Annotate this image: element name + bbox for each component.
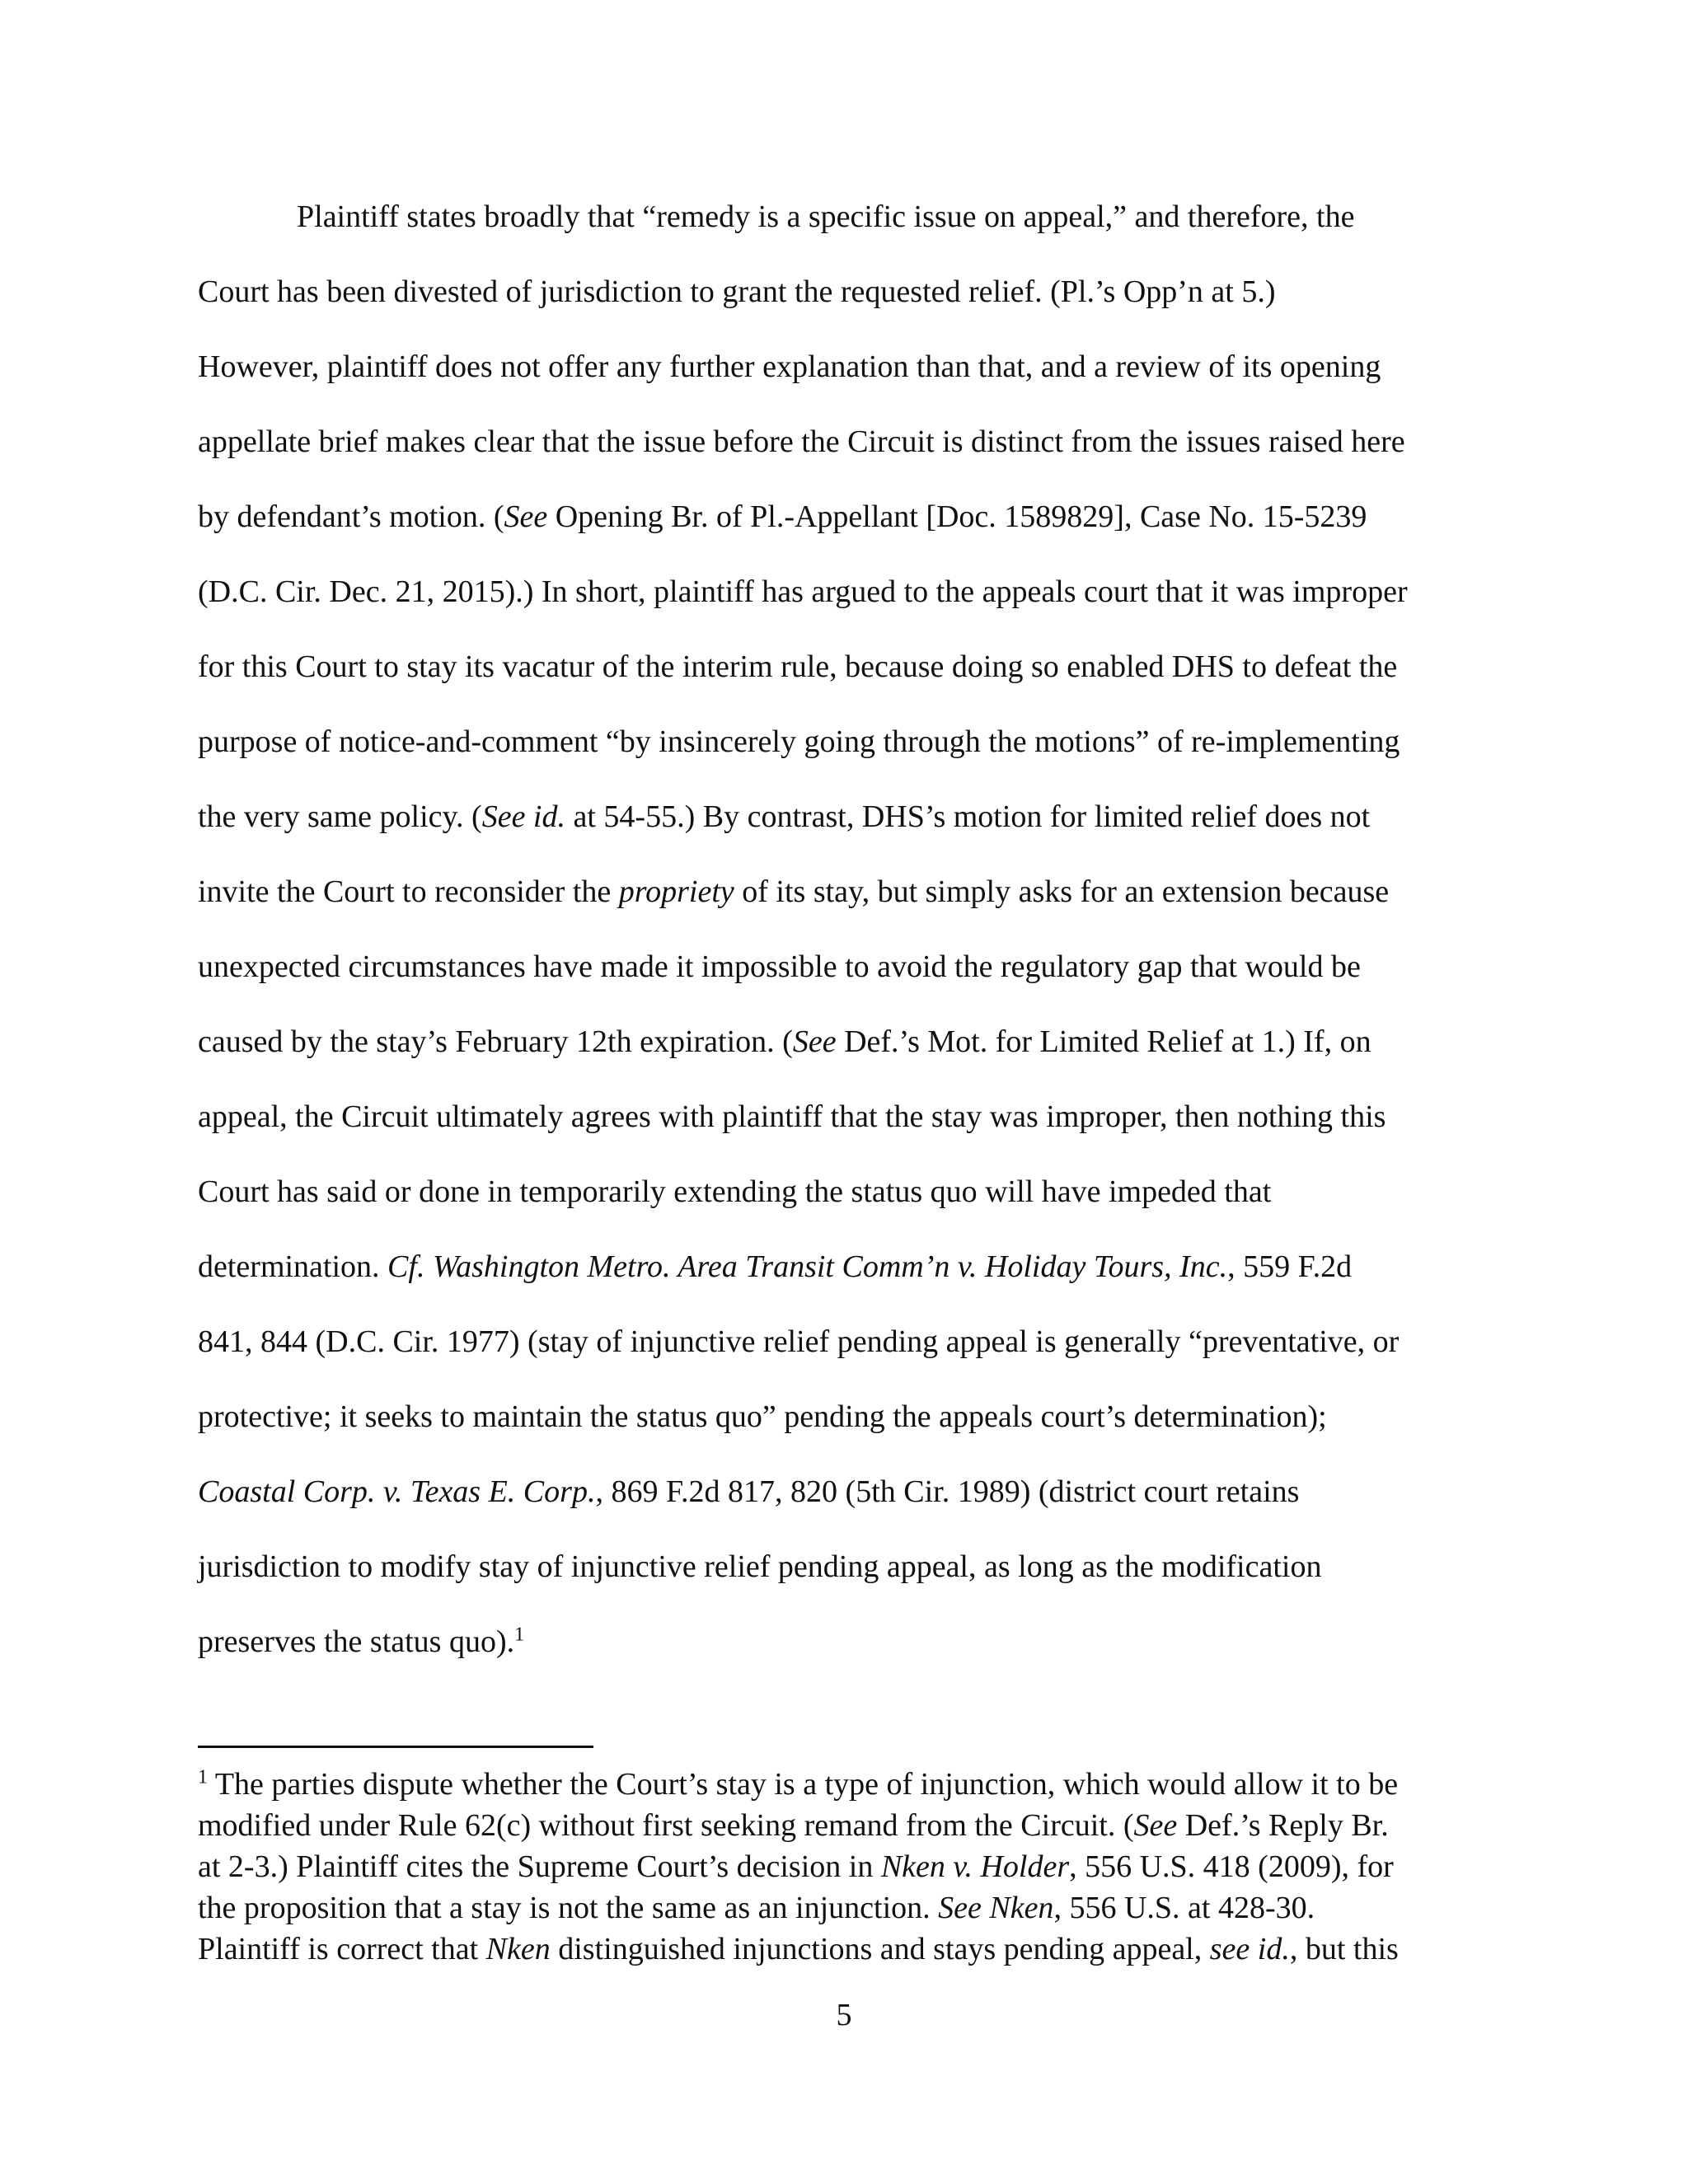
footnote-line: Plaintiff is correct that Nken distinguished injunctions and stays pending appeal, see id., but this <box>198 1932 1399 1966</box>
footnote-reference[interactable]: 1 <box>514 1624 525 1646</box>
body-line: Court has been divested of jurisdiction to grant the requested relief. (Pl.’s Opp’n at 5.) <box>198 274 1276 309</box>
footnote-line: $^1$ The parties dispute whether the Court’s stay is a type of injunction, which would allow it to be <box>198 1766 1399 1802</box>
footnote-line: at 2-3.) Plaintiff cites the Supreme Court’s decision in Nken v. Holder, 556 U.S. 418 (2009), for <box>198 1849 1394 1884</box>
body-line: (D.C. Cir. Dec. 21, 2015).) In short, plaintiff has argued to the appeals court that it was improper <box>198 574 1408 609</box>
body-line: protective; it seeks to maintain the status quo” pending the appeals court’s determination); <box>198 1399 1327 1434</box>
body-line: caused by the stay’s February 12th expiration. (See Def.’s Mot. for Limited Relief at 1.) If, on <box>198 1024 1372 1059</box>
body-line: determination. Cf. Washington Metro. Area Transit Comm’n v. Holiday Tours, Inc., 559 F.2d <box>198 1249 1353 1284</box>
body-line: by defendant’s motion. (See Opening Br. of Pl.-Appellant [Doc. 1589829], Case No. 15-5239 <box>198 499 1367 534</box>
body-line: Plaintiff states broadly that “remedy is a specific issue on appeal,” and therefore, the <box>297 199 1355 234</box>
footnote-divider <box>198 1746 593 1748</box>
page-number: 5 <box>836 1998 852 2032</box>
body-line: purpose of notice-and-comment “by insincerely going through the motions” of re-implementing <box>198 724 1400 759</box>
body-line: Coastal Corp. v. Texas E. Corp., 869 F.2d 817, 820 (5th Cir. 1989) (district court retains <box>198 1474 1300 1509</box>
body-line: jurisdiction to modify stay of injunctive relief pending appeal, as long as the modification <box>198 1549 1322 1584</box>
body-line: preserves the status quo).$^1$ <box>198 1624 525 1659</box>
body-line: appeal, the Circuit ultimately agrees with plaintiff that the stay was improper, then nothing this <box>198 1099 1386 1134</box>
body-line: for this Court to stay its vacatur of the interim rule, because doing so enabled DHS to defeat the <box>198 649 1398 684</box>
body-line: invite the Court to reconsider the propriety of its stay, but simply asks for an extension because <box>198 874 1390 909</box>
body-line: Court has said or done in temporarily extending the status quo will have impeded that <box>198 1174 1272 1209</box>
body-line: 841, 844 (D.C. Cir. 1977) (stay of injunctive relief pending appeal is generally “preventative, or <box>198 1324 1400 1359</box>
body-line: unexpected circumstances have made it impossible to avoid the regulatory gap that would be <box>198 949 1361 984</box>
body-line: appellate brief makes clear that the issue before the Circuit is distinct from the issues raised here <box>198 424 1405 459</box>
footnote-marker: 1 <box>198 1766 208 1788</box>
footnote-line: the proposition that a stay is not the same as an injunction. See Nken, 556 U.S. at 428-30. <box>198 1891 1315 1925</box>
body-line: the very same policy. (See id. at 54-55.) By contrast, DHS’s motion for limited relief does not <box>198 799 1371 834</box>
body-line: However, plaintiff does not offer any further explanation than that, and a review of its opening <box>198 349 1381 384</box>
footnote-line: modified under Rule 62(c) without first seeking remand from the Circuit. (See Def.’s Reply Br. <box>198 1808 1389 1843</box>
